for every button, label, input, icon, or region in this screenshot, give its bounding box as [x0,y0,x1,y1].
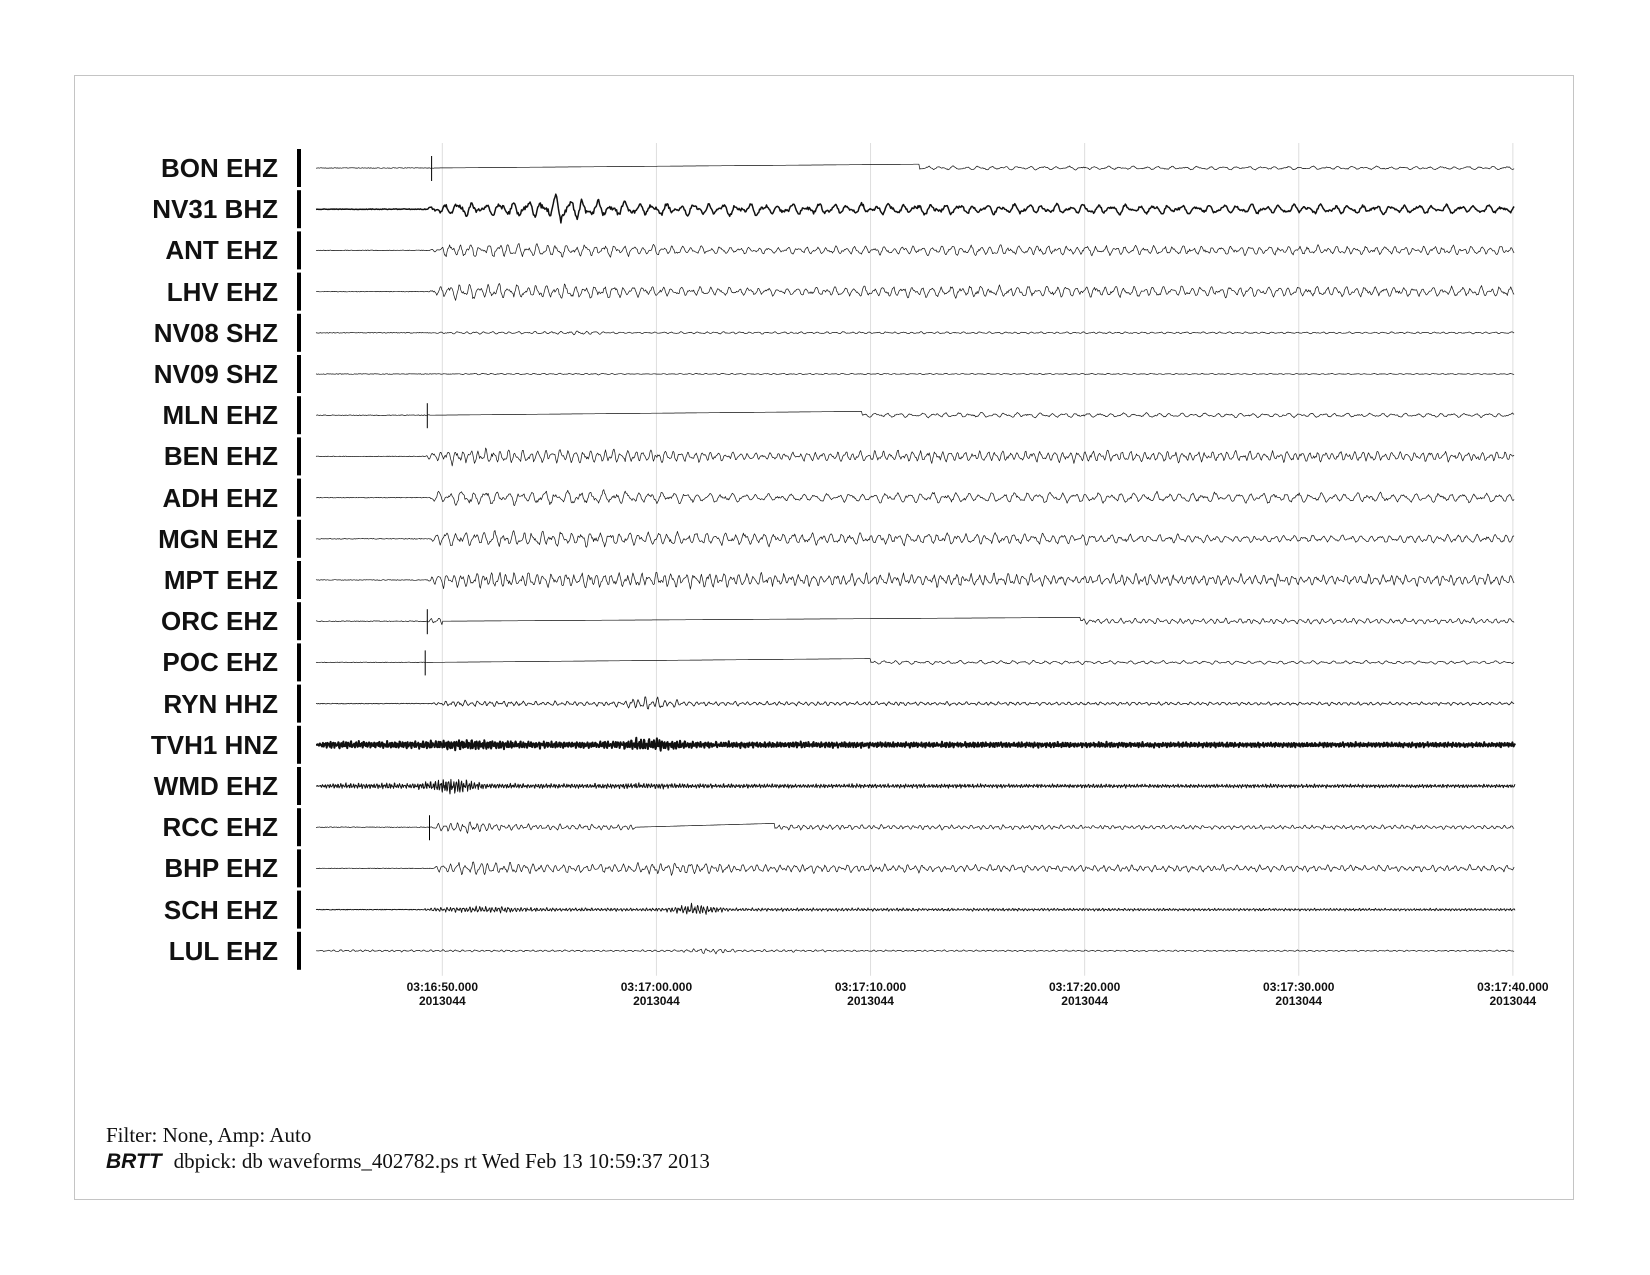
brand-logo: BRTT [106,1150,162,1173]
station-label: NV09 SHZ [153,359,278,389]
tick-label-day: 2013044 [418,993,466,1008]
station-label: ANT EHZ [165,235,278,266]
station-label: NV08 SHZ [153,317,278,348]
filter-text: Filter: None, Amp: Auto [106,1123,312,1147]
waveform-trace [316,244,1514,258]
waveform-trace [316,949,1514,954]
station-label: TVH1 HNZ [150,729,278,760]
tick-label-day: 2013044 [1489,993,1537,1008]
station-label: BHP EHZ [164,853,278,884]
footer-credit-line [106,1149,710,1174]
waveform-trace [316,822,1514,833]
tick-label-time: 03:16:50.000 [406,979,479,994]
station-label: WMD EHZ [153,771,278,801]
waveform-trace [316,373,1514,375]
waveform-trace [316,903,1515,914]
tick-label-time: 03:17:40.000 [1477,979,1549,994]
station-label: MLN EHZ [162,400,278,431]
tick-label-time: 03:17:20.000 [1048,979,1121,994]
tick-label-day: 2013044 [633,993,680,1008]
station-label: BON EHZ [161,153,278,183]
station-label: POC EHZ [162,647,278,678]
station-label: BEN EHZ [163,441,278,472]
waveform-trace [316,572,1514,589]
tick-label-day: 2013044 [847,993,894,1008]
station-label: ADH EHZ [162,482,278,513]
station-label: MPT EHZ [163,565,278,595]
waveform-trace [316,659,1514,665]
tick-label-day: 2013044 [1275,993,1323,1008]
waveform-trace [316,283,1514,300]
tick-label-day: 2013044 [1061,993,1109,1008]
station-label: LUL EHZ [168,935,278,966]
tick-label-time: 03:17:10.000 [834,979,907,994]
credit-text: dbpick: db waveforms_402782.ps rt Wed Feb 13 10:59:37 2013 [173,1149,710,1173]
waveform-trace [316,448,1514,466]
x-axis-ticks [407,980,1549,1008]
tick-label-time: 03:17:30.000 [1263,979,1335,994]
traces [316,156,1515,954]
station-label: LHV EHZ [166,276,278,307]
waveform-trace [316,164,1514,170]
waveform-trace [316,738,1515,751]
waveform-trace [316,331,1514,335]
station-label: RYN HHZ [163,688,278,719]
station-label: RCC EHZ [162,812,278,843]
waveform-trace [316,617,1514,624]
waveform-trace [316,490,1514,506]
waveform-trace [316,779,1515,794]
station-label: NV31 BHZ [152,194,278,225]
grid-layer [442,143,1513,976]
station-label: SCH EHZ [163,894,278,925]
station-label: ORC EHZ [161,606,278,637]
waveform-trace [316,862,1514,875]
footer-filter-line [106,1123,311,1148]
station-label: MGN EHZ [158,523,278,554]
waveform-trace [316,194,1514,223]
tick-label-time: 03:17:00.000 [620,979,693,994]
waveform-trace [316,411,1514,418]
waveform-trace [316,697,1514,709]
waveform-trace [316,531,1514,548]
